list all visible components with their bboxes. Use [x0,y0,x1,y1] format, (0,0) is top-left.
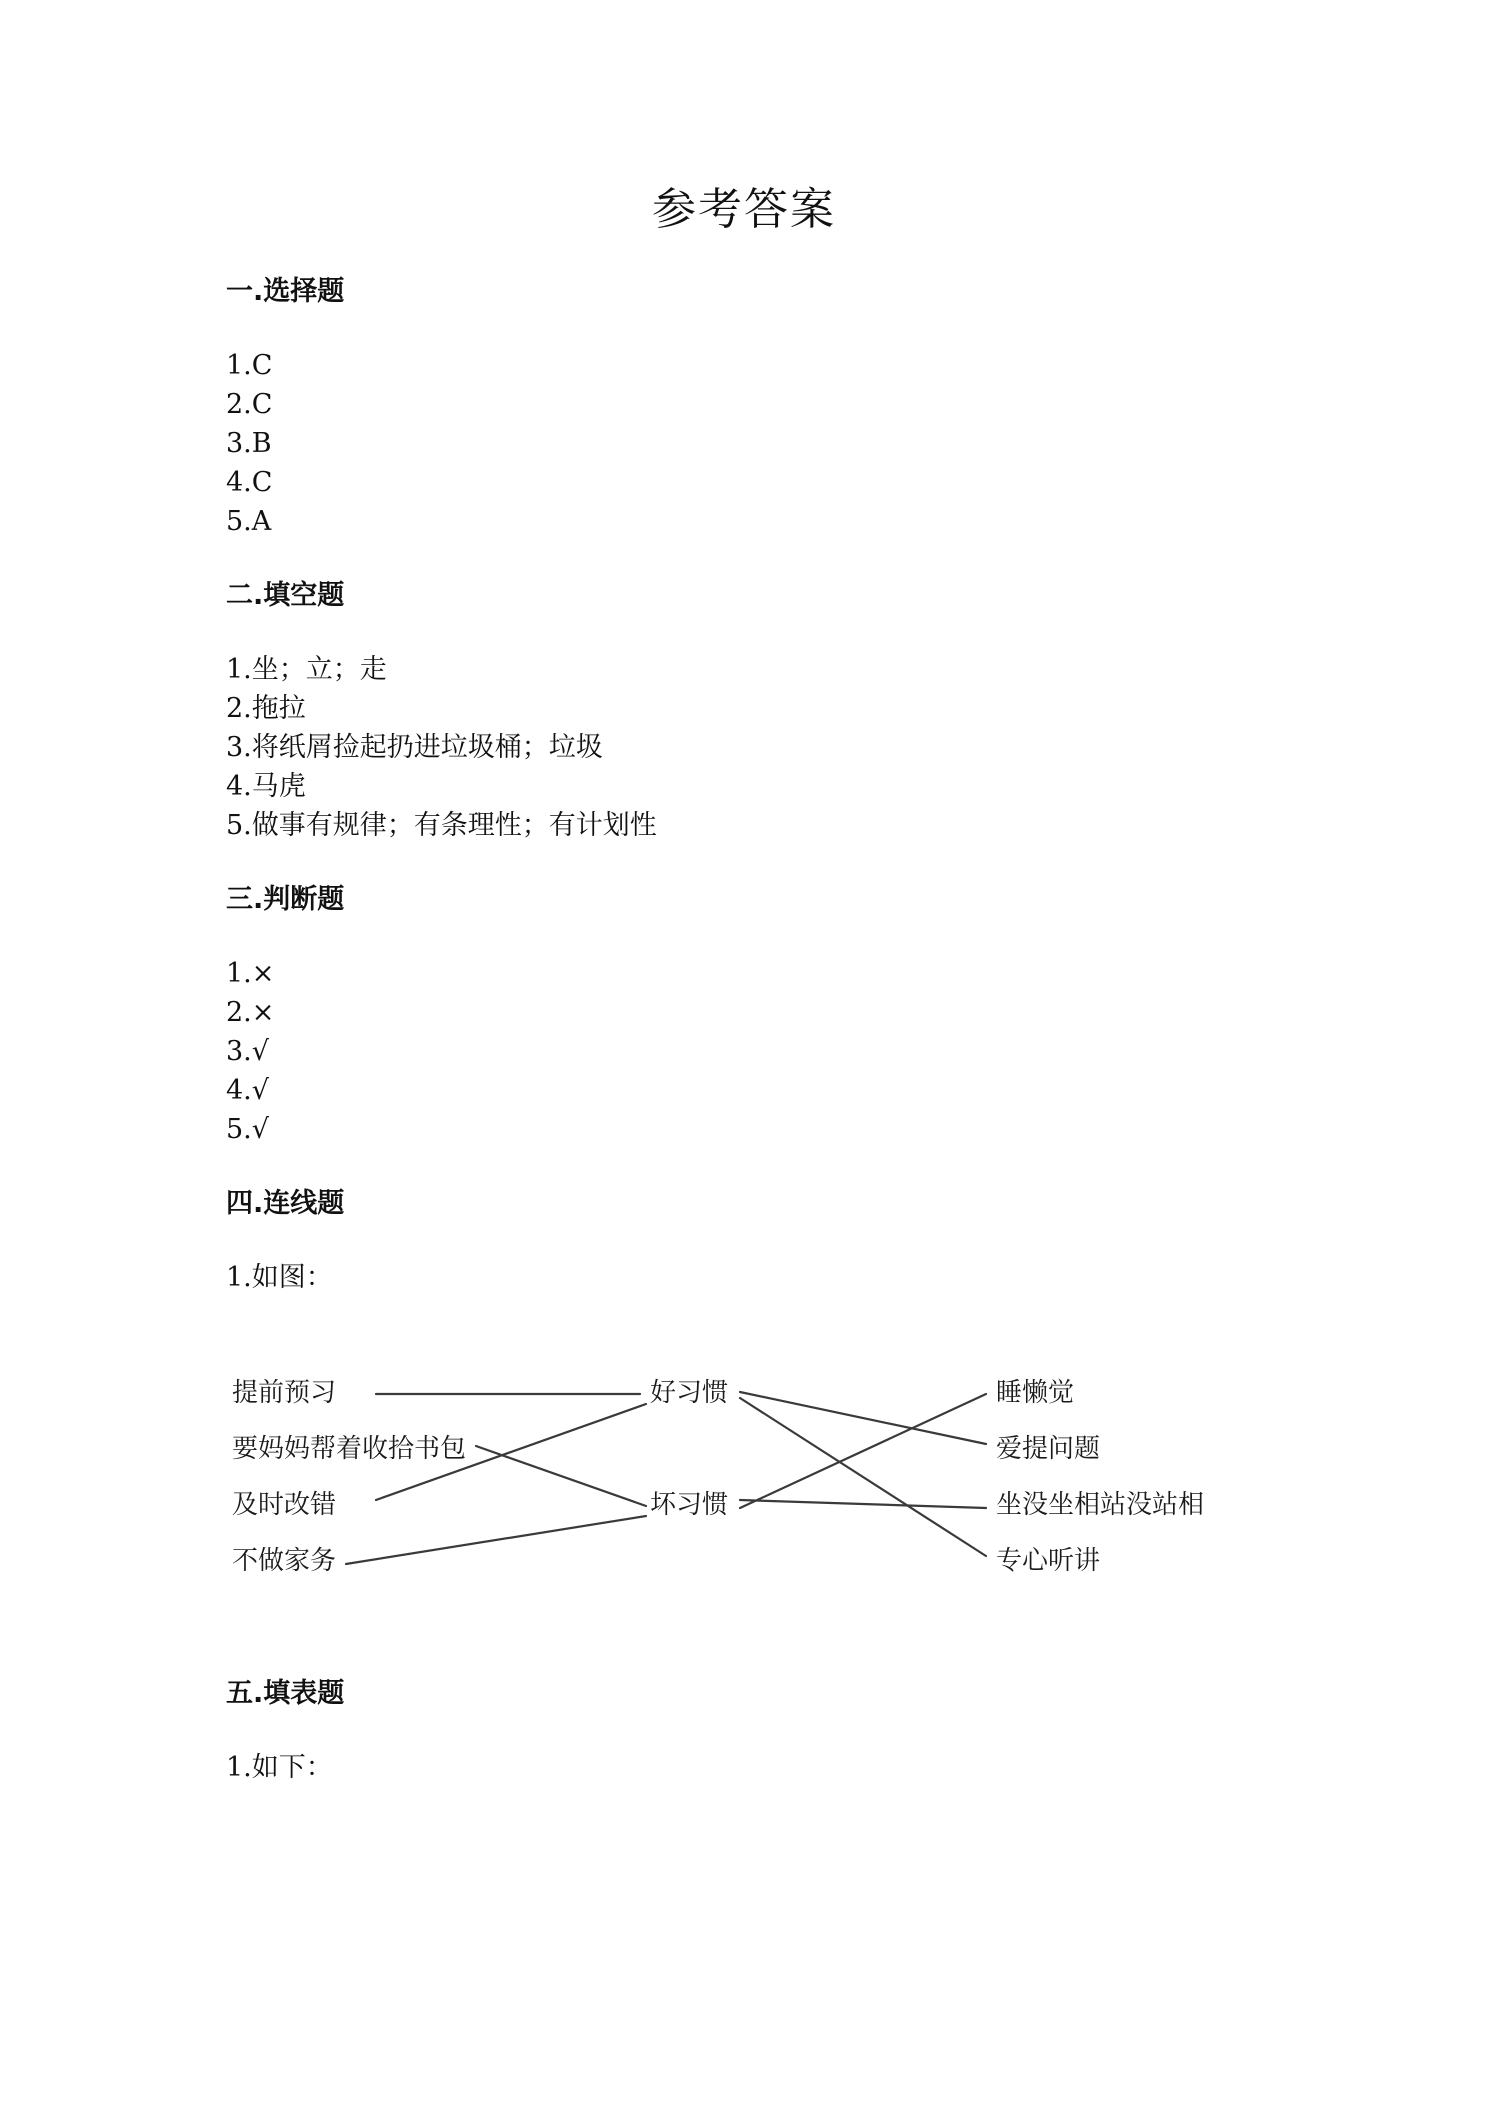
right-item-sleep-in: 睡懒觉 [996,1378,1075,1408]
middle-item-good-habit: 好习惯 [650,1378,729,1408]
list-item: 2.× [226,997,275,1028]
list-item: 3.B [226,428,272,459]
list-item: 5.A [226,506,272,537]
fill-blank-answers-list [226,650,657,845]
line-chores-bad [346,1516,646,1564]
list-item: 5.√ [226,1114,269,1145]
true-false-answers-list [226,954,274,1149]
section-heading-matching: 四.连线题 [226,1188,345,1219]
list-item: 4.马虎 [226,771,306,802]
list-item: 1.坐；立；走 [226,654,387,685]
list-item: 1.C [226,350,273,381]
list-item: 4.C [226,467,273,498]
section-heading-true-false: 三.判断题 [226,884,345,915]
section-heading-choice: 一.选择题 [226,276,345,307]
line-good-listen [740,1398,986,1556]
line-bad-posture [740,1500,986,1508]
matching-intro: 1.如图： [226,1262,333,1293]
list-item: 5.做事有规律；有条理性；有计划性 [226,810,657,841]
list-item: 3.√ [226,1036,269,1067]
matching-lines [226,1360,1266,1600]
list-item: 3.将纸屑捡起扔进垃圾桶；垃圾 [226,732,603,763]
left-item-correct: 及时改错 [232,1490,337,1520]
section-heading-fill-blank: 二.填空题 [226,580,345,611]
choice-answers-list [226,346,272,541]
list-item: 2.拖拉 [226,693,306,724]
left-item-preview: 提前预习 [232,1378,337,1408]
section-heading-table: 五.填表题 [226,1678,345,1709]
middle-item-bad-habit: 坏习惯 [650,1490,729,1520]
page-title: 参考答案 [652,184,836,235]
table-intro: 1.如下： [226,1752,333,1783]
list-item: 1.× [226,958,275,989]
right-item-posture: 坐没坐相站没站相 [996,1490,1205,1520]
line-good-ask [740,1392,986,1444]
line-bad-sleep [740,1394,986,1508]
list-item: 4.√ [226,1075,269,1106]
right-item-listen: 专心听讲 [996,1546,1101,1576]
right-item-ask: 爱提问题 [996,1434,1101,1464]
matching-diagram [226,1360,1266,1600]
left-item-schoolbag: 要妈妈帮着收拾书包 [232,1434,467,1464]
list-item: 2.C [226,389,273,420]
left-item-chores: 不做家务 [232,1546,337,1576]
